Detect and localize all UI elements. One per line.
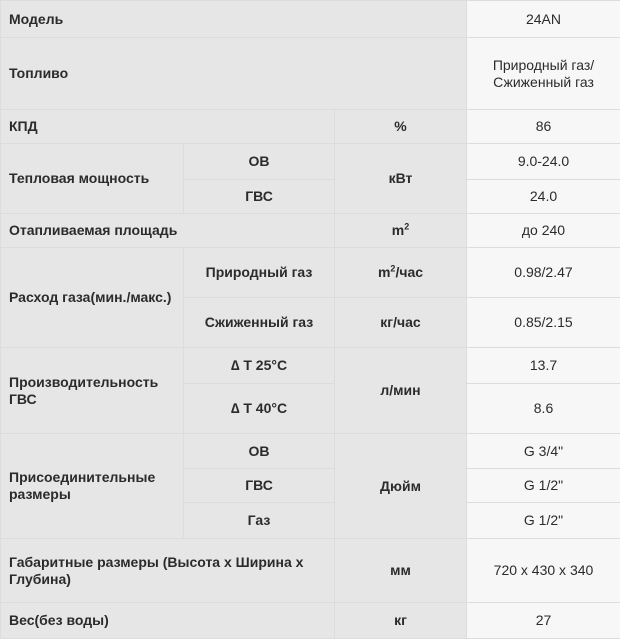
- heated-area-value: до 240: [467, 214, 620, 248]
- row-heated-area: [1, 214, 620, 248]
- efficiency-value: 86: [467, 110, 620, 144]
- gas-consumption-label: Расход газа(мин./макс.): [1, 248, 184, 348]
- dhw-capacity-unit: л/мин: [335, 348, 467, 434]
- thermal-power-sub-ov: ОВ: [184, 144, 335, 180]
- conn-ov-sub: ОВ: [184, 434, 335, 469]
- efficiency-unit: %: [335, 110, 467, 144]
- dimensions-unit: мм: [335, 539, 467, 603]
- conn-gvs-sub: ГВС: [184, 469, 335, 503]
- weight-value: 27: [467, 603, 620, 639]
- heated-area-unit-sup: 2: [404, 221, 409, 231]
- model-label: Модель: [1, 1, 467, 38]
- row-fuel: [1, 38, 620, 110]
- gas-lpg-unit: кг/час: [335, 298, 467, 348]
- thermal-power-value-gvs: 24.0: [467, 180, 620, 214]
- thermal-power-label: Тепловая мощность: [1, 144, 184, 214]
- row-model: [1, 1, 620, 38]
- dimensions-label: Габаритные размеры (Высота x Ширина x Глубина): [1, 539, 335, 603]
- thermal-power-value-ov: 9.0-24.0: [467, 144, 620, 180]
- conn-gas-sub: Газ: [184, 503, 335, 539]
- heated-area-unit: [335, 214, 467, 248]
- gas-natural-unit-sup: 2: [390, 263, 395, 273]
- weight-label: Вес(без воды): [1, 603, 335, 639]
- weight-unit: кг: [335, 603, 467, 639]
- conn-gas-value: G 1/2": [467, 503, 620, 539]
- dhw-40-value: 8.6: [467, 384, 620, 434]
- dhw-25-sub: ∆ T 25°C: [184, 348, 335, 384]
- row-efficiency: [1, 110, 620, 144]
- heated-area-unit-base: m: [392, 222, 404, 238]
- dhw-40-sub: ∆ T 40°C: [184, 384, 335, 434]
- dimensions-value: 720 x 430 x 340: [467, 539, 620, 603]
- dhw-capacity-label: Производительность ГВС: [1, 348, 184, 434]
- connections-label: Присоединительные размеры: [1, 434, 184, 539]
- row-dhw-25: [1, 348, 620, 384]
- thermal-power-sub-gvs: ГВС: [184, 180, 335, 214]
- conn-ov-value: G 3/4": [467, 434, 620, 469]
- gas-natural-unit-suffix: /час: [395, 264, 423, 280]
- conn-gvs-value: G 1/2": [467, 469, 620, 503]
- model-value: 24AN: [467, 1, 620, 38]
- gas-lpg-sub: Сжиженный газ: [184, 298, 335, 348]
- dhw-25-value: 13.7: [467, 348, 620, 384]
- connections-unit: Дюйм: [335, 434, 467, 539]
- thermal-power-unit: кВт: [335, 144, 467, 214]
- heated-area-label: Отапливаемая площадь: [1, 214, 335, 248]
- fuel-value: Природный газ/Сжиженный газ: [467, 38, 620, 110]
- gas-lpg-value: 0.85/2.15: [467, 298, 620, 348]
- row-weight: [1, 603, 620, 639]
- row-conn-ov: [1, 434, 620, 469]
- gas-natural-value: 0.98/2.47: [467, 248, 620, 298]
- row-gas-natural: [1, 248, 620, 298]
- gas-natural-sub: Природный газ: [184, 248, 335, 298]
- row-dimensions: [1, 539, 620, 603]
- gas-natural-unit-base: m: [378, 264, 390, 280]
- efficiency-label: КПД: [1, 110, 335, 144]
- fuel-label: Топливо: [1, 38, 467, 110]
- row-thermal-power-ov: [1, 144, 620, 180]
- gas-natural-unit: [335, 248, 467, 298]
